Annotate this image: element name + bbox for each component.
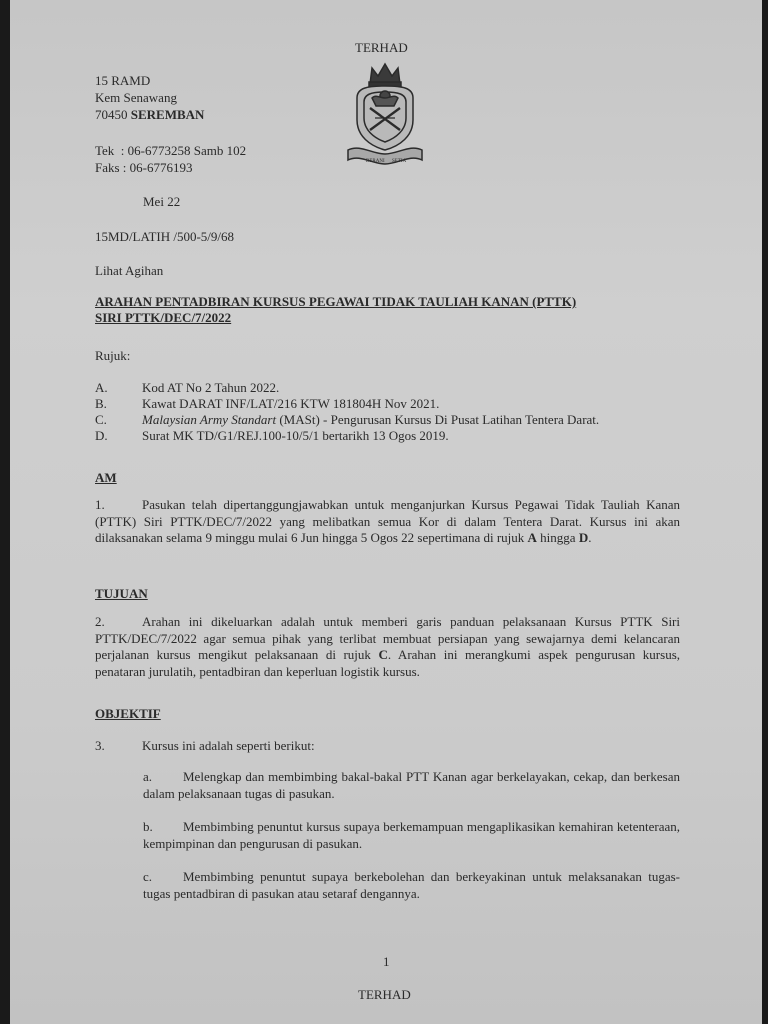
letter-date: Mei 22 [143, 194, 181, 209]
paragraph-1: 1. Pasukan telah dipertanggungjawabkan untuk menganjurkan Kursus Pegawai Tidak Tauliah Kanan (PTTK) Siri PTTK/DEC/7/2022 yang melibatkan semua Kor di dalam Tentera Darat. Kursus ini akan dilaksanakan selama 9 minggu mulai 6 Jun hingga 5 Ogos 22 sepertimana di rujuk A hingga D. [95, 497, 680, 545]
fax: Faks : 06-6776193 [95, 160, 193, 175]
reference-item: D. Surat MK TD/G1/REJ.100-10/5/1 bertarikh 13 Ogos 2019. [95, 428, 449, 443]
reference-item: B. Kawat DARAT INF/LAT/216 KTW 181804H Nov 2021. [95, 396, 440, 411]
crest-motto-right: SETIA [392, 159, 407, 164]
objective-item-a: a. Melengkap dan membimbing bakal-bakal PTT Kanan agar berkelayakan, cekap, dan berkesan dalam pelaksanaan tugas di pasukan. [143, 769, 680, 801]
distribution-note: Lihat Agihan [95, 263, 164, 278]
document-title [95, 294, 685, 326]
title-line-2: SIRI PTTK/DEC/7/2022 [95, 310, 232, 325]
paragraph-3-intro: 3. Kursus ini adalah seperti berikut: [95, 738, 315, 753]
paragraph-2: 2. Arahan ini dikeluarkan adalah untuk memberi garis panduan pelaksanaan Kursus PTTK Siri PTTK/DEC/7/2022 agar semua pihak yang terlibat membuat persiapan yang sewajarnya demi kelancaran perjalanan kursus mengikut pelaksanaan di rujuk C. Arahan ini merangkumi aspek pengurusan kursus, penataran jurulatih, pentadbiran dan keperluan logistik kursus. [95, 614, 680, 679]
objective-item-c: c. Membimbing penuntut supaya berkebolehan dan berkeyakinan untuk melaksanakan tugas-tugas pentadbiran di pasukan atau setaraf dengannya. [143, 869, 680, 901]
reference-list [95, 380, 695, 444]
classification-header: TERHAD [355, 40, 408, 55]
rujuk-label: Rujuk: [95, 348, 131, 363]
reference-number: 15MD/LATIH /500-5/9/68 [95, 229, 235, 244]
crest-motto-left: BERANI [366, 159, 385, 164]
section-heading-objektif: OBJEKTIF [95, 706, 161, 721]
sender-unit: 15 RAMD [95, 73, 151, 88]
contact-info [95, 142, 355, 176]
section-heading-am: AM [95, 470, 117, 485]
page-number: 1 [383, 954, 390, 969]
sender-postcode-city: 70450 SEREMBAN [95, 107, 205, 122]
sender-camp: Kem Senawang [95, 90, 177, 105]
reference-item: C. Malaysian Army Standart (MASt) - Pengurusan Kursus Di Pusat Latihan Tentera Darat. [95, 412, 600, 427]
document-page [10, 0, 762, 1024]
title-line-1: ARAHAN PENTADBIRAN KURSUS PEGAWAI TIDAK TAULIAH KANAN (PTTK) [95, 294, 577, 309]
sender-city: SEREMBAN [130, 107, 205, 122]
sender-address [95, 72, 355, 123]
section-heading-tujuan: TUJUAN [95, 586, 148, 601]
objective-item-b: b. Membimbing penuntut kursus supaya berkemampuan mengaplikasikan kemahiran ketenteraan, kempimpinan dan pengurusan di pasukan. [143, 819, 680, 851]
reference-item: A. Kod AT No 2 Tahun 2022. [95, 380, 280, 395]
telephone: Tek : 06-6773258 Samb 102 [95, 143, 247, 158]
classification-footer: TERHAD [358, 987, 411, 1002]
